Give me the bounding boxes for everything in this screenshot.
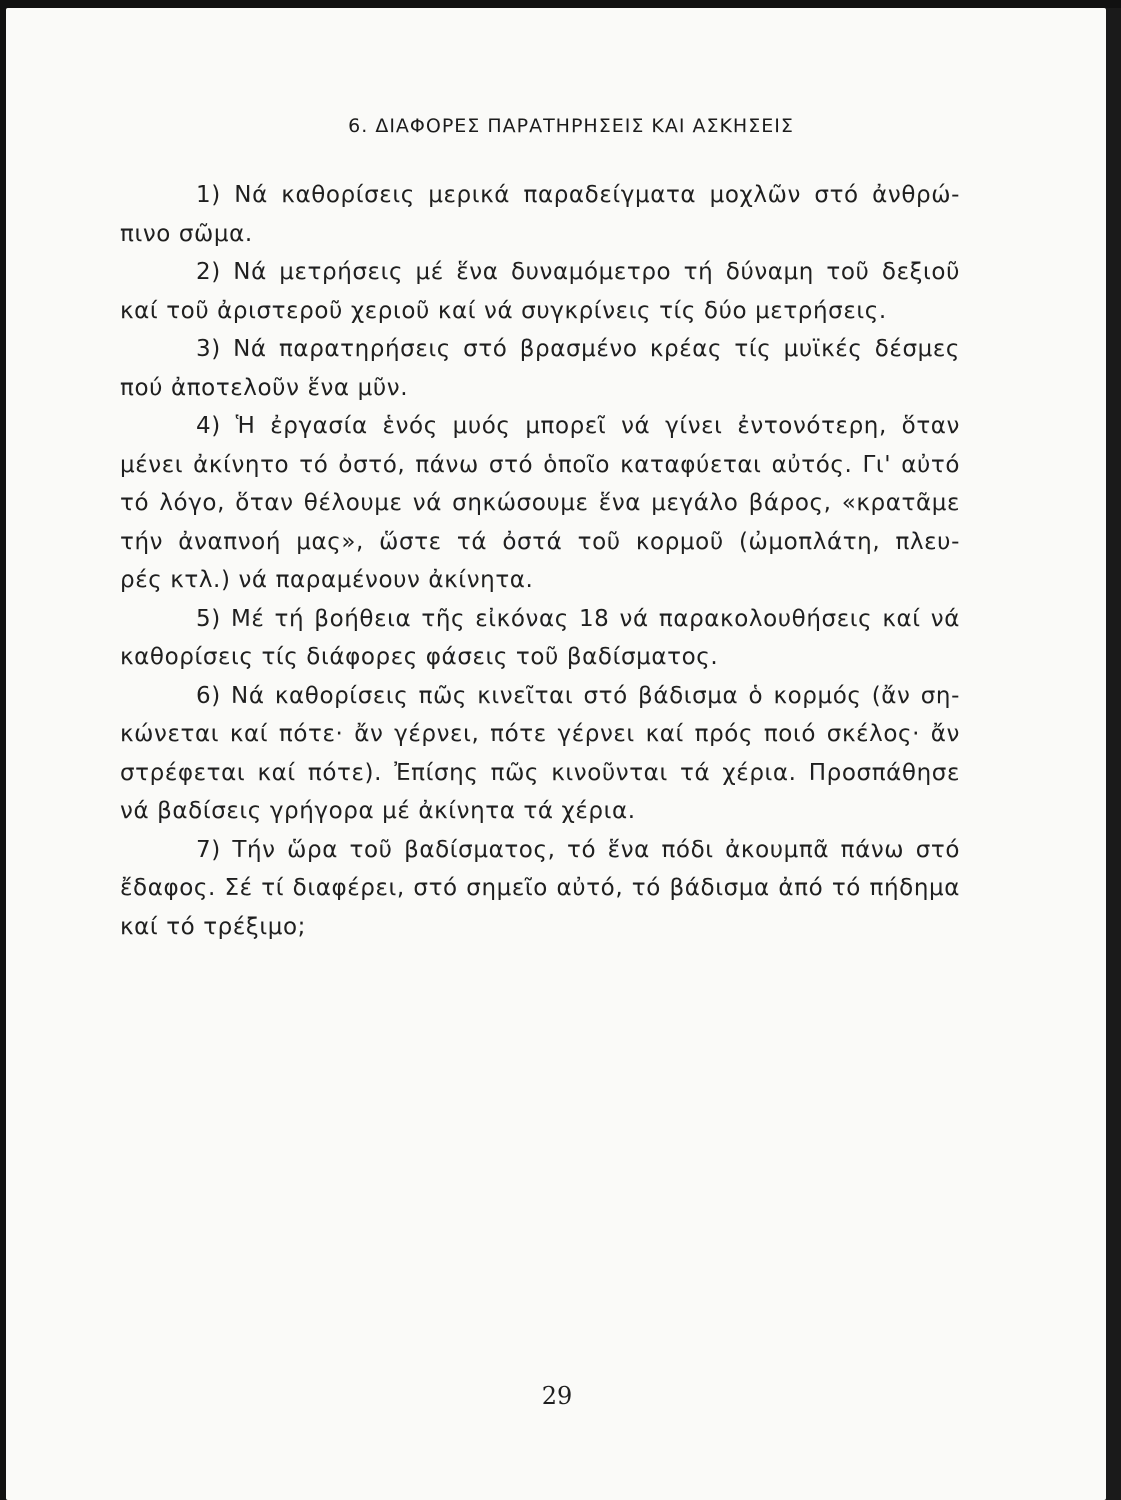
text-line: μένει ἀκίνητο τό ὀστό, πάνω στό ὁποῖο καταφύεται αὐτός. Γι' αὐτό [120, 451, 960, 478]
text-line: τήν ἀναπνοή μας», ὥστε τά ὀστά τοῦ κορμοῦ (ὠμοπλάτη, πλευ- [120, 528, 960, 555]
text-line: 1) Νά καθορίσεις μερικά παραδείγματα μοχλῶν στό ἀνθρώ- [196, 182, 960, 208]
text-line: τό λόγο, ὅταν θέλουμε νά σηκώσουμε ἕνα μεγάλο βάρος, «κρατᾶμε [120, 490, 960, 516]
text-line: κώνεται καί πότε· ἄν γέρνει, πότε γέρνει καί πρός ποιό σκέλος· ἄν [120, 721, 960, 747]
body-text [120, 176, 960, 946]
text-line: ἔδαφος. Σέ τί διαφέρει, στό σημεῖο αὐτό, τό βάδισμα ἀπό τό πήδημα [120, 875, 960, 901]
text-line: καί τό τρέξιμο; [120, 913, 306, 940]
text-line: 6) Νά καθορίσεις πῶς κινεῖται στό βάδισμα ὁ κορμός (ἄν ση- [196, 682, 960, 709]
text-line: 4) Ἡ ἐργασία ἑνός μυός μπορεῖ νά γίνει ἐντονότερη, ὅταν [196, 413, 960, 439]
text-line: στρέφεται καί πότε). Ἐπίσης πῶς κινοῦνται τά χέρια. Προσπάθησε [120, 759, 960, 786]
text-line: ρές κτλ.) νά παραμένουν ἀκίνητα. [120, 567, 534, 593]
text-line: νά βαδίσεις γρήγορα μέ ἀκίνητα τά χέρια. [120, 798, 636, 824]
text-line: πινο σῶμα. [120, 220, 253, 247]
text-line: καθορίσεις τίς διάφορες φάσεις τοῦ βαδίσματος. [120, 644, 719, 670]
section-heading: 6. ΔΙΑΦΟΡΕΣ ΠΑΡΑΤΗΡΗΣΕΙΣ ΚΑΙ ΑΣΚΗΣΕΙΣ [348, 115, 794, 137]
text-line: 7) Τήν ὥρα τοῦ βαδίσματος, τό ἕνα πόδι ἀκουμπᾶ πάνω στό [196, 836, 960, 863]
text-line: 2) Νά μετρήσεις μέ ἕνα δυναμόμετρο τή δύναμη τοῦ δεξιοῦ [196, 259, 960, 285]
scan-top-edge [0, 0, 1121, 8]
book-page [6, 8, 1106, 1500]
text-line: πού ἀποτελοῦν ἕνα μῦν. [120, 374, 409, 401]
text-line: 5) Μέ τή βοήθεια τῆς εἰκόνας 18 νά παρακολουθήσεις καί νά [196, 605, 960, 632]
page-number: 29 [541, 1382, 573, 1410]
text-line: 3) Νά παρατηρήσεις στό βρασμένο κρέας τίς μυϊκές δέσμες [196, 336, 960, 362]
text-line: καί τοῦ ἀριστεροῦ χεριοῦ καί νά συγκρίνεις τίς δύο μετρήσεις. [120, 297, 887, 324]
